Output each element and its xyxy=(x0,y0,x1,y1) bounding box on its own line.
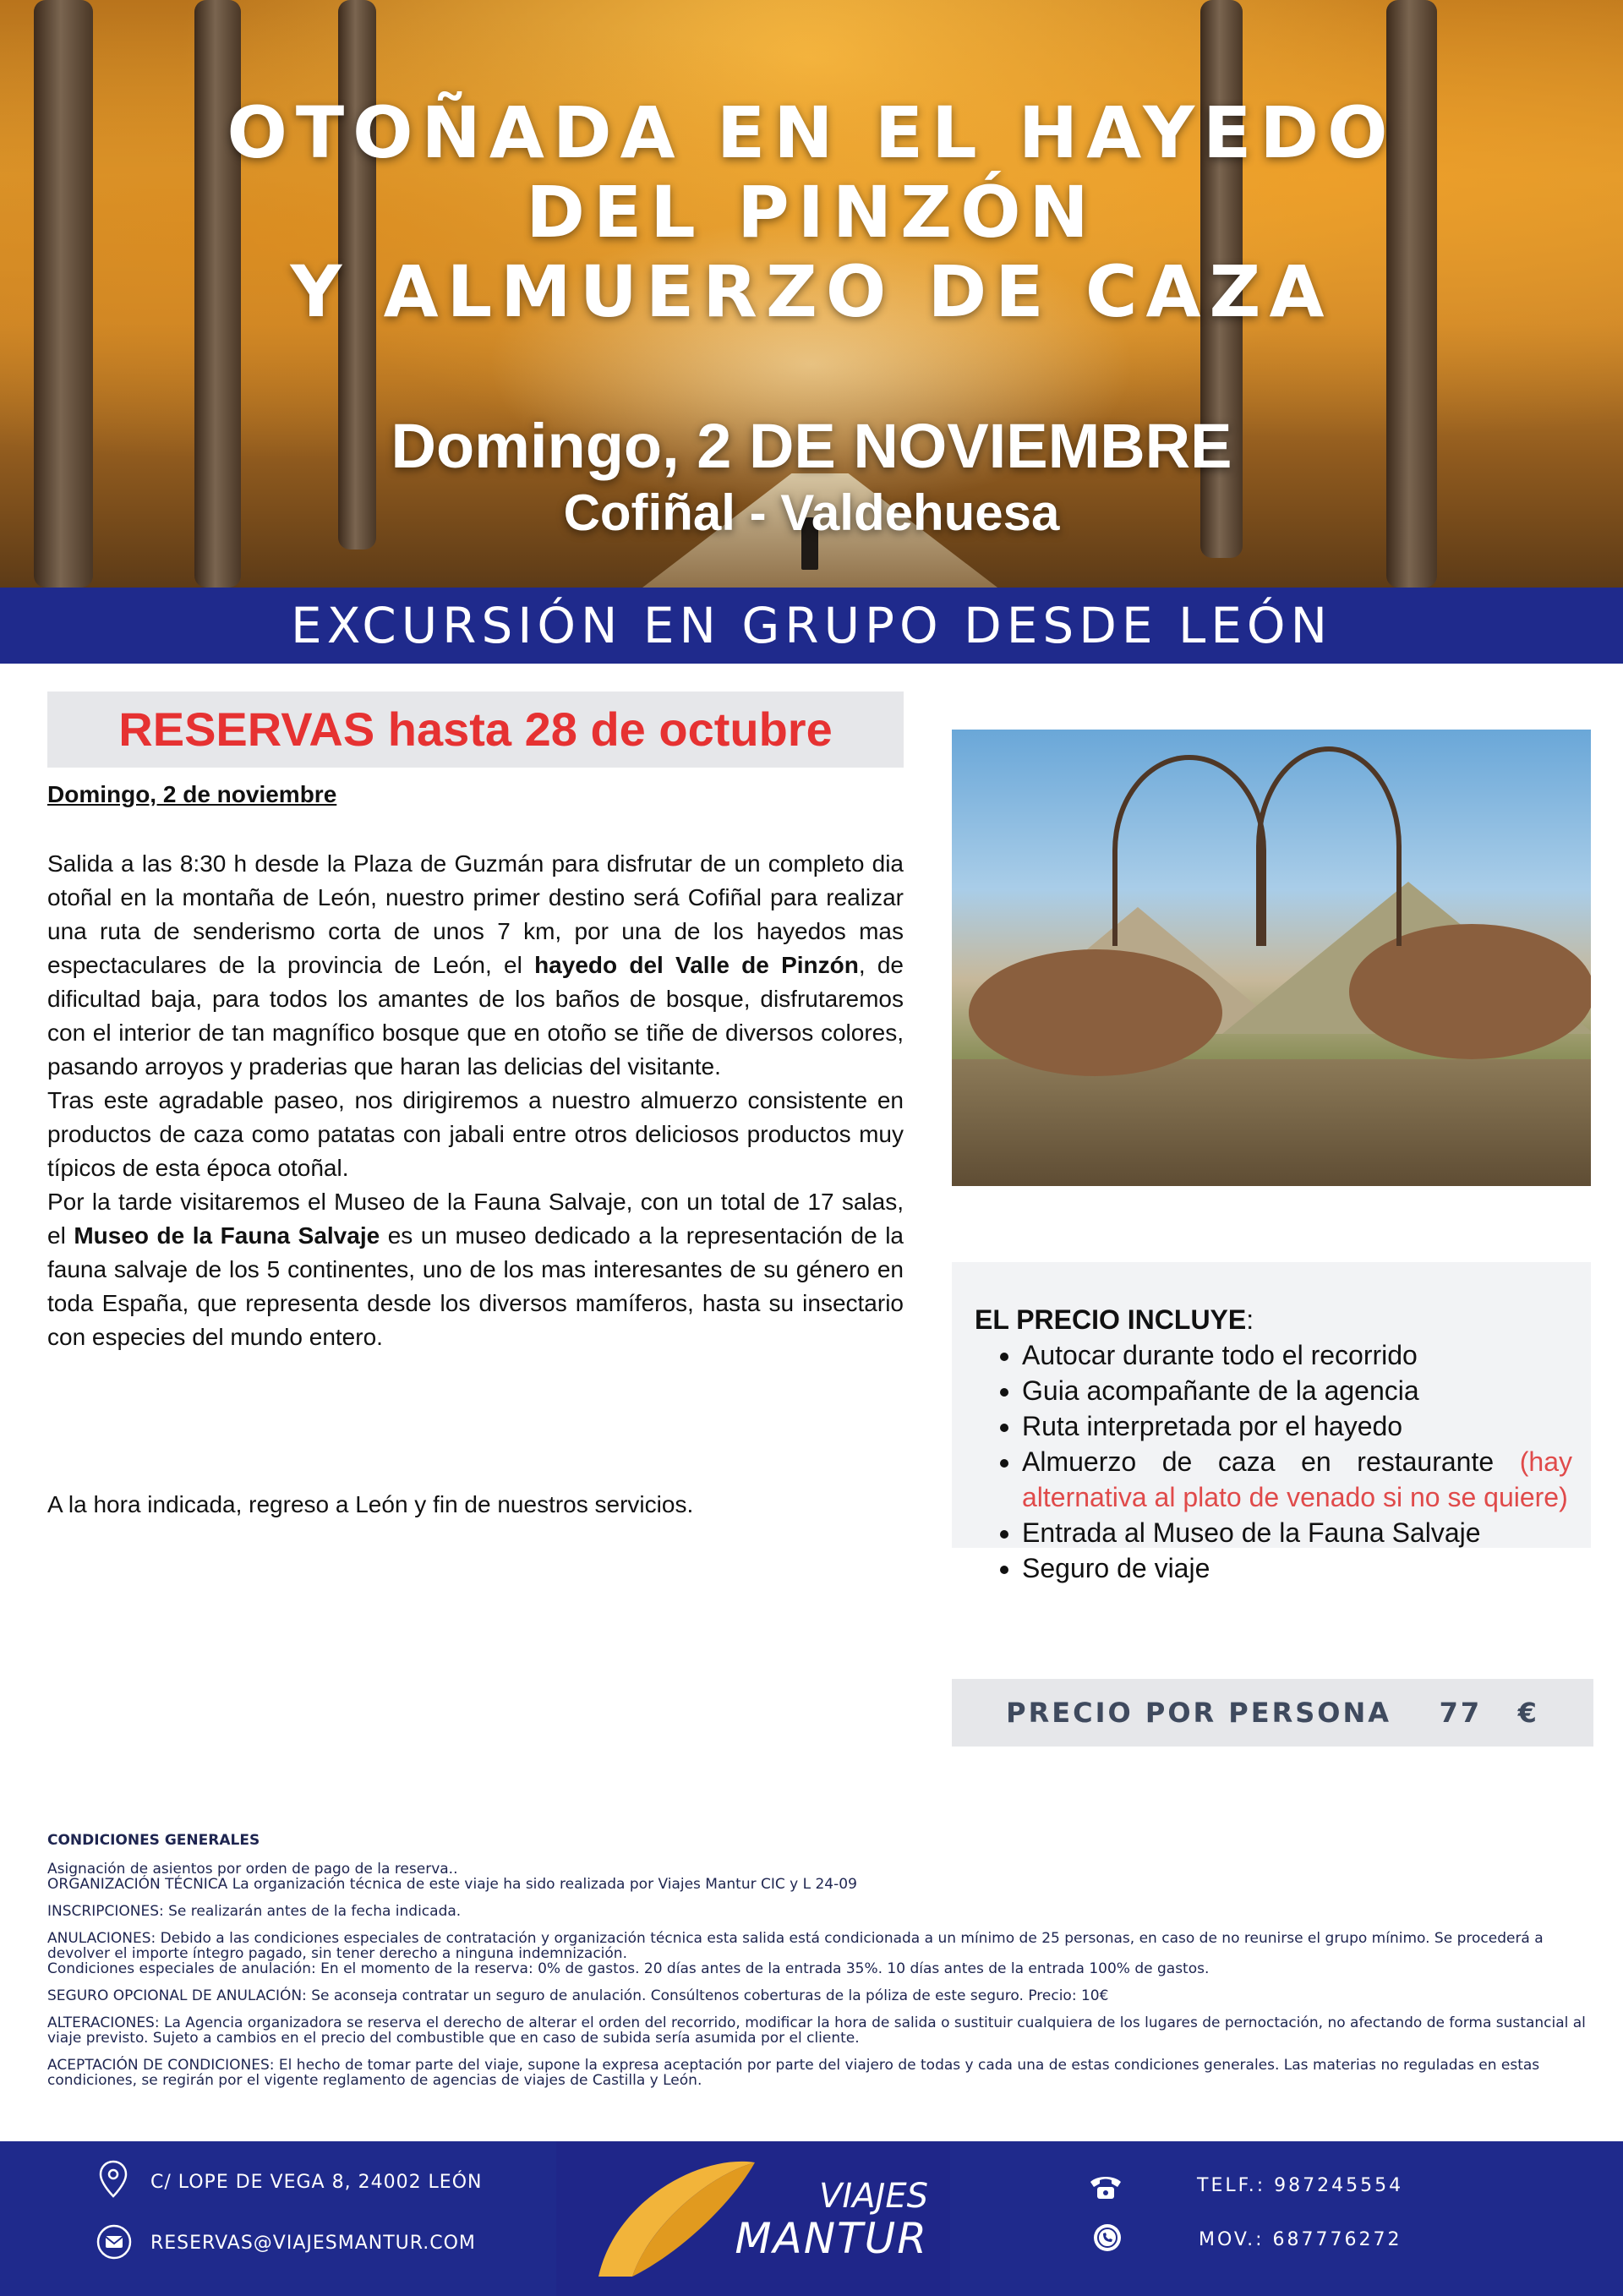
email-icon[interactable] xyxy=(96,2224,132,2260)
hero-title xyxy=(0,93,1623,331)
excursion-band: EXCURSIÓN EN GRUPO DESDE LEÓN xyxy=(0,588,1623,664)
includes-title-text: EL PRECIO INCLUYE xyxy=(975,1304,1247,1335)
conditions-title: CONDICIONES GENERALES xyxy=(47,1832,260,1849)
footer-address: C/ LOPE DE VEGA 8, 24002 LEÓN xyxy=(150,2172,483,2193)
condition-organizacion: ORGANIZACIÓN TÉCNICA La organización técnica de este viaje ha sido realizada por Viajes Mantur CIC y L 24-09 xyxy=(47,1876,857,1893)
text-run: , de dificultad baja, para todos los amantes de los baños de bosque, disfrutaremos con el interior de tan magnífico bosque que en otoño se tiñe de diversos colores, pasando arroyos y praderias que haran las delicias del visitante. xyxy=(47,952,904,1080)
text-run: Por la tarde visitaremos el Museo de la Fauna Salvaje, con un total de 17 salas, el xyxy=(47,1189,904,1249)
list-item: • Entrada al Museo de la Fauna Salvaje xyxy=(1022,1515,1572,1550)
whatsapp-icon xyxy=(1092,2222,1123,2253)
logo-line-viajes: VIAJES xyxy=(819,2177,928,2216)
telephone-icon xyxy=(1089,2173,1123,2200)
itinerary-closing: A la hora indicada, regreso a León y fin de nuestros servicios. xyxy=(47,1491,694,1517)
deer-left xyxy=(969,949,1222,1076)
list-item: • Guia acompañante de la agencia xyxy=(1022,1373,1572,1408)
price-label: PRECIO POR PERSONA xyxy=(1006,1697,1392,1729)
location-pin-icon xyxy=(98,2160,128,2199)
itinerary-paragraph xyxy=(47,847,904,1084)
list-item: • Seguro de viaje xyxy=(1022,1550,1572,1586)
antler xyxy=(1112,755,1266,946)
deer-photo xyxy=(952,730,1591,1186)
condition-anulaciones: ANULACIONES: Debido a las condiciones especiales de contratación y organización técnica esta salida está condicionada a un mínimo de 25 personas, en caso de no reunirse el grupo mínimo. Se procederá a devolver el importe íntegro pagado, sin tener derecho a ninguna indemnización. xyxy=(47,1930,1544,1962)
price-amount: 77 xyxy=(1439,1697,1483,1729)
text-bold: Museo de la Fauna Salvaje xyxy=(74,1222,380,1249)
hero-banner xyxy=(0,0,1623,588)
hero-place: Cofiñal - Valdehuesa xyxy=(563,484,1060,541)
list-item xyxy=(1022,1444,1572,1515)
text-bold: hayedo del Valle de Pinzón xyxy=(534,952,859,978)
logo-line-mantur: MANTUR xyxy=(735,2214,928,2263)
list-item: • Autocar durante todo el recorrido xyxy=(1022,1337,1572,1373)
itinerary-description xyxy=(47,847,904,1354)
condition-seguro: SEGURO OPCIONAL DE ANULACIÓN: Se aconseja contratar un seguro de anulación. Consúltenos coberturas de la póliza de este seguro. Precio: 10€ xyxy=(47,1987,1109,2004)
price-currency: € xyxy=(1517,1697,1539,1729)
hero-date: Domingo, 2 DE NOVIEMBRE xyxy=(391,411,1232,481)
condition-inscripciones: INSCRIPCIONES: Se realizarán antes de la fecha indicada. xyxy=(47,1903,462,1920)
footer xyxy=(0,2141,1623,2296)
condition-asignacion: Asignación de asientos por orden de pago de la reserva.. xyxy=(47,1861,458,1878)
includes-list xyxy=(975,1337,1572,1586)
footer-telephone[interactable]: TELF.: 987245554 xyxy=(1197,2175,1404,2196)
viajes-mantur-logo xyxy=(556,2141,950,2296)
includes-title-colon: : xyxy=(1246,1304,1254,1335)
itinerary-date-heading: Domingo, 2 de noviembre xyxy=(47,781,337,807)
ground xyxy=(952,1059,1591,1186)
reservas-banner: RESERVAS hasta 28 de octubre xyxy=(47,692,904,768)
list-item-note: (hay alternativa al plato de venado si no se quiere) xyxy=(1022,1446,1572,1512)
hero-title-line: OTOÑADA EN EL HAYEDO xyxy=(227,91,1396,174)
includes-title xyxy=(975,1302,1572,1337)
condition-especiales: Condiciones especiales de anulación: En el momento de la reserva: 0% de gastos. 20 días antes de la entrada 35%. 10 días antes de la entrada 100% de gastos. xyxy=(47,1960,1210,1977)
list-item-text: Almuerzo de caza en restaurante xyxy=(1022,1446,1520,1477)
footer-mobile[interactable]: MOV.: 687776272 xyxy=(1199,2229,1402,2250)
text-run: Salida a las 8:30 h desde la Plaza de Guzmán para disfrutar de un completo dia otoñal en la montaña de León, nuestro primer destino será Cofiñal para realizar una ruta de senderismo corta de unos 7 km, por una de los hayedos mas espectaculares de la provincia de León, el xyxy=(47,850,904,978)
general-conditions xyxy=(47,1833,1594,2100)
text-run: es un museo dedicado a la representación de la fauna salvaje de los 5 continentes, uno de los mas interesantes de su género en toda España, que representa desde los diversos mamíferos, hasta su insectario con especies del mundo entero. xyxy=(47,1222,904,1350)
includes-list-block xyxy=(975,1302,1572,1586)
itinerary-paragraph: Tras este agradable paseo, nos dirigiremos a nuestro almuerzo consistente en productos de caza como patatas con jabali entre otros deliciosos productos muy típicos de esta época otoñal. xyxy=(47,1087,904,1181)
itinerary-paragraph xyxy=(47,1185,904,1354)
hero-title-line: DEL PINZÓN xyxy=(526,171,1097,254)
condition-alteraciones: ALTERACIONES: La Agencia organizadora se reserva el derecho de alterar el orden del recorrido, modificar la hora de salida o sustituir cualquiera de los lugares de pernoctación, no afectando de forma sustancial al viaje previsto. Sujeto a cambios en el precio del combustible que en caso de subida sería asumida por el cliente. xyxy=(47,2014,1586,2047)
logo-text xyxy=(708,2175,928,2263)
list-item: • Ruta interpretada por el hayedo xyxy=(1022,1408,1572,1444)
price-box xyxy=(952,1679,1593,1747)
condition-aceptacion: ACEPTACIÓN DE CONDICIONES: El hecho de tomar parte del viaje, supone la expresa aceptación por parte del viajero de todas y cada una de estas condiciones generales. Las materias no reguladas en estas condiciones, se regirán por el vigente reglamento de agencias de viajes de Castilla y León. xyxy=(47,2057,1540,2089)
hero-title-line: Y ALMUERZO DE CAZA xyxy=(290,250,1333,333)
footer-email[interactable]: RESERVAS@VIAJESMANTUR.COM xyxy=(150,2233,476,2254)
antler xyxy=(1256,746,1402,946)
